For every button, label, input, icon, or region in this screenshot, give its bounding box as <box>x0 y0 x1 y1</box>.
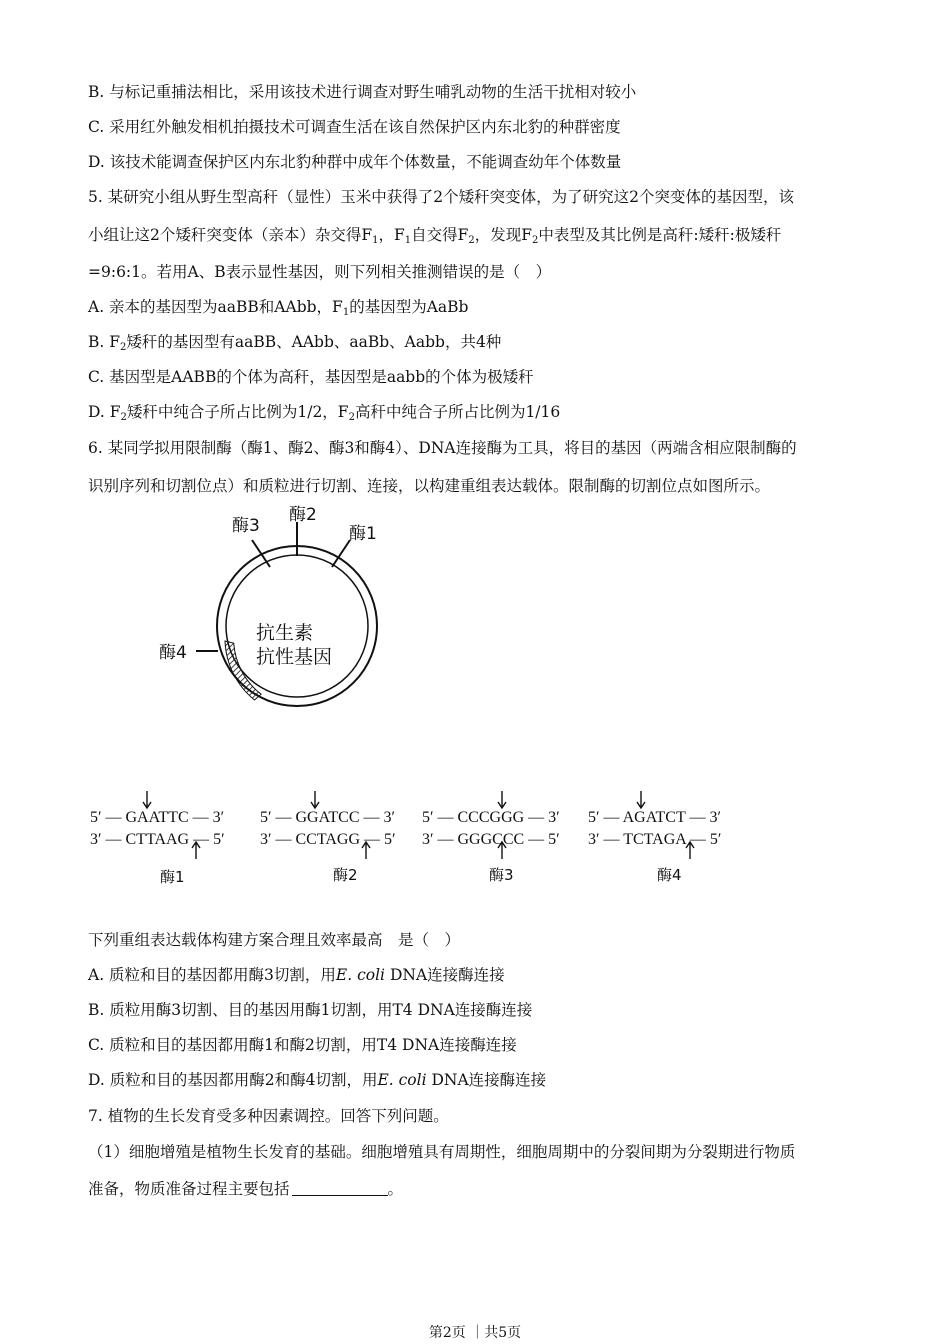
restriction-sites-figure <box>80 785 760 895</box>
site3-top-strand: 5′ — CCCGGG — 3′ <box>422 809 560 826</box>
site4-bottom-strand: 3′ — TCTAGA — 5′ <box>588 831 722 848</box>
q6-question: 下列重组表达载体构建方案合理且效率最高 是（ ） <box>88 931 461 949</box>
q5-option-a: A. 亲本的基因型为aaBB和AAbb，$F_1$的基因型为AaBb <box>88 298 469 318</box>
site2-top-strand: 5′ — GGATCC — 3′ <box>260 809 396 826</box>
resistance-gene-label-line1: 抗生素 <box>256 622 314 644</box>
q4-option-c: C. 采用红外触发相机拍摄技术可调查生活在该自然保护区内东北豹的种群密度 <box>88 118 621 136</box>
q7-stem: 7. 植物的生长发育受多种因素调控。回答下列问题。 <box>88 1107 449 1125</box>
site3-label: 酶3 <box>489 866 514 884</box>
q6-option-d: D. 质粒和目的基因都用酶2和酶4切割，用E. coli DNA连接酶连接 <box>88 1071 547 1089</box>
site-enzyme3 <box>422 791 560 884</box>
enzyme2-label: 酶2 <box>289 505 317 525</box>
q5-stem-line2: 小组让这2个矮秆突变体（亲本）杂交得$F_1$，$F_1$自交得$F_2$，发现$F_2$中表型及其比例是高秆:矮秆:极矮秆 <box>88 226 782 246</box>
plasmid-diagram <box>150 500 410 725</box>
enzyme1-label: 酶1 <box>349 524 377 544</box>
q5-option-b: B. $F_2$矮秆的基因型有aaBB、AAbb、aaBb、Aabb，共4种 <box>88 333 502 353</box>
q6-option-a: A. 质粒和目的基因都用酶3切割，用E. coli DNA连接酶连接 <box>88 966 505 984</box>
answer-blank[interactable] <box>292 1181 388 1196</box>
site4-label: 酶4 <box>657 866 682 884</box>
q6-option-b: B. 质粒用酶3切割、目的基因用酶1切割，用T4 DNA连接酶连接 <box>88 1001 533 1019</box>
site3-bottom-strand: 3′ — GGGCCC — 5′ <box>422 831 560 848</box>
page-footer: 第2页 ｜共5页 <box>428 1325 522 1341</box>
resistance-gene-label-line2: 抗性基因 <box>256 646 333 668</box>
q5-stem-line3: =9:6:1。若用A、B表示显性基因，则下列相关推测错误的是（ ） <box>88 263 552 281</box>
site2-top-cut-arrow <box>311 791 319 808</box>
site1-label: 酶1 <box>160 868 185 886</box>
q4-option-b: B. 与标记重捕法相比，采用该技术进行调查对野生哺乳动物的生活干扰相对较小 <box>88 83 637 101</box>
site1-top-cut-arrow <box>143 791 151 808</box>
site4-top-cut-arrow <box>637 791 645 808</box>
enzyme4-label: 酶4 <box>159 643 187 663</box>
q5-option-d: D. $F_2$矮秆中纯合子所占比例为1/2，$F_2$高秆中纯合子所占比例为1/16 <box>88 403 561 423</box>
q6-option-c: C. 质粒和目的基因都用酶1和酶2切割，用T4 DNA连接酶连接 <box>88 1036 517 1054</box>
q5-option-c: C. 基因型是AABB的个体为高秆，基因型是aabb的个体为极矮秆 <box>88 368 534 386</box>
site2-label: 酶2 <box>333 866 358 884</box>
site-enzyme2 <box>260 791 396 884</box>
q7-part1-line2: 准备，物质准备过程主要包括 。 <box>88 1180 404 1198</box>
enzyme3-site-line <box>252 540 270 567</box>
site1-bottom-strand: 3′ — CTTAAG — 5′ <box>90 831 225 848</box>
q7-part1-line1: （1）细胞增殖是植物生长发育的基础。细胞增殖具有周期性，细胞周期中的分裂间期为分裂期进行物质 <box>88 1143 796 1161</box>
site-enzyme1 <box>90 791 225 886</box>
site2-bottom-strand: 3′ — CCTAGG — 5′ <box>260 831 396 848</box>
q5-stem-line1: 5. 某研究小组从野生型高秆（显性）玉米中获得了2个矮秆突变体，为了研究这2个突变体的基因型，该 <box>88 188 794 206</box>
site-enzyme4 <box>588 791 721 884</box>
q6-stem-line2: 识别序列和切割位点）和质粒进行切割、连接，以构建重组表达载体。限制酶的切割位点如图所示。 <box>88 477 771 495</box>
site3-top-cut-arrow <box>498 791 506 808</box>
site4-top-strand: 5′ — AGATCT — 3′ <box>588 809 721 826</box>
site1-top-strand: 5′ — GAATTC — 3′ <box>90 809 225 826</box>
enzyme3-label: 酶3 <box>232 516 260 536</box>
q4-option-d: D. 该技术能调查保护区内东北豹种群中成年个体数量，不能调查幼年个体数量 <box>88 153 622 171</box>
q6-stem-line1: 6. 某同学拟用限制酶（酶1、酶2、酶3和酶4）、DNA连接酶为工具，将目的基因（两端含相应限制酶的 <box>88 439 797 457</box>
